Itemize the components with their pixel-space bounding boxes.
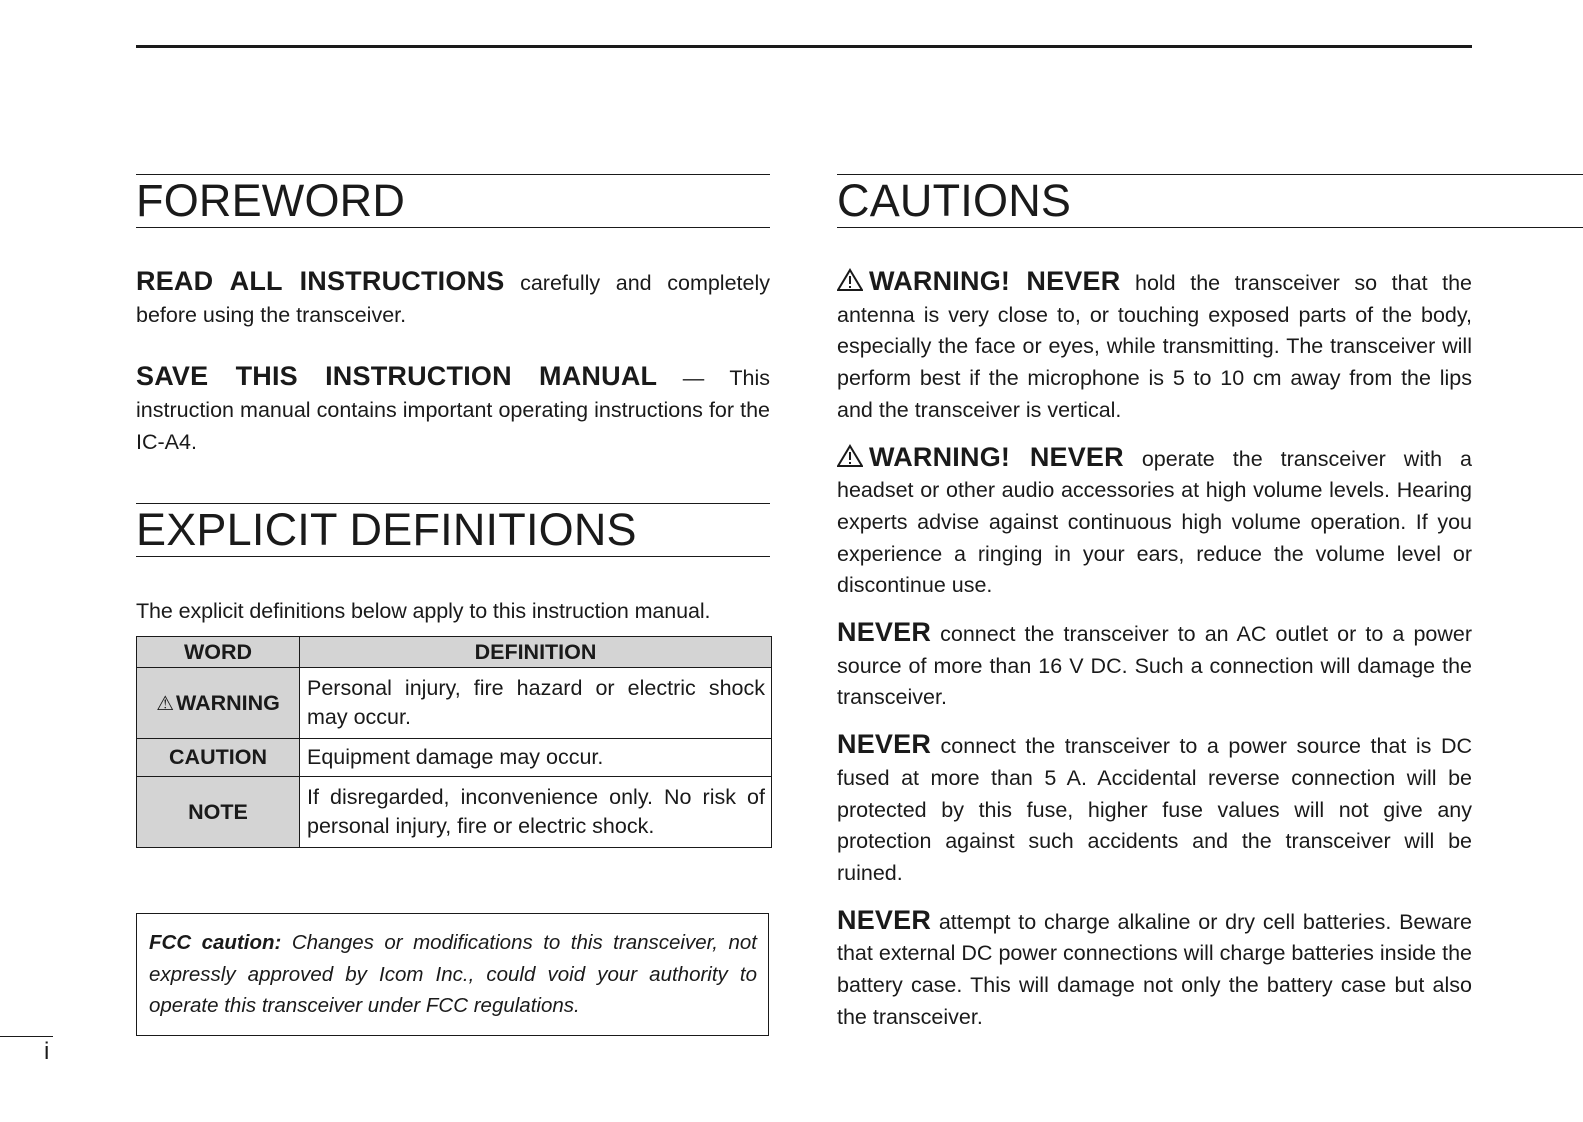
caution-lead: WARNING! NEVER [869, 441, 1124, 472]
page-number: i [44, 1038, 50, 1065]
cautions-heading: CAUTIONS [837, 174, 1583, 228]
page-number-rule [0, 1036, 53, 1037]
caution-item [837, 905, 1472, 1034]
right-column [837, 174, 1583, 1033]
warning-triangle-icon [837, 268, 863, 292]
caution-text: hold the transceiver so that the antenna is very close to, or touching exposed parts of the body, especially the face or eyes, while transmitting. The transceiver will perform best if the microphone is 5 to 10 cm away from the lips and the transceiver is vertical. [837, 271, 1473, 422]
left-column [136, 174, 770, 848]
caution-item [837, 266, 1472, 427]
table-row [137, 739, 772, 777]
save-lead: SAVE THIS INSTRUCTION MANUAL [136, 361, 658, 392]
table-row [137, 668, 772, 739]
caution-lead: NEVER [837, 617, 932, 648]
definition-cell: If disregarded, inconvenience only. No risk of personal injury, fire or electric shock. [300, 777, 772, 848]
top-rule [136, 45, 1472, 48]
fcc-caution-box [136, 913, 769, 1036]
caution-lead: NEVER [837, 904, 932, 935]
definitions-table [136, 636, 772, 848]
word-cell: CAUTION [137, 739, 300, 777]
header-definition: DEFINITION [300, 637, 772, 668]
word-label: WARNING [176, 690, 280, 715]
caution-item [837, 729, 1472, 890]
table-header-row [137, 637, 772, 668]
read-all-instructions-paragraph [136, 266, 770, 331]
caution-text: operate the transceiver with a headset or other audio accessories at high volume levels. Hearing experts advise against continuous high volume operation. If you experience a ringing in your ears, reduce the volume level or discontinue use. [837, 446, 1473, 598]
caution-lead: NEVER [837, 729, 932, 760]
caution-item [837, 617, 1472, 714]
definition-cell: Personal injury, fire hazard or electric shock may occur. [300, 668, 772, 739]
header-word: WORD [137, 637, 300, 668]
caution-text: connect the transceiver to an AC outlet or to a power source of more than 16 V DC. Such a connection will damage the transceiver. [837, 622, 1472, 710]
table-row [137, 777, 772, 848]
fcc-text: Changes or modifications to this transceiver, not expressly approved by Icom Inc., could void your authority to operate this transceiver under FCC regulations. [149, 931, 757, 1018]
fcc-label: FCC caution: [149, 931, 282, 954]
foreword-heading: FOREWORD [136, 174, 770, 228]
explicit-definitions-heading: EXPLICIT DEFINITIONS [136, 503, 770, 557]
caution-lead: WARNING! NEVER [869, 266, 1121, 296]
definition-cell: Equipment damage may occur. [300, 739, 772, 777]
caution-text: attempt to charge alkaline or dry cell batteries. Beware that external DC power connections will charge batteries inside the battery case. This will damage not only the battery case but also the transceiver. [837, 909, 1472, 1029]
caution-item [837, 442, 1472, 603]
word-cell: NOTE [137, 777, 300, 848]
read-lead: READ ALL INSTRUCTIONS [136, 266, 505, 296]
explicit-definitions-intro: The explicit definitions below apply to this instruction manual. [136, 598, 711, 623]
caution-text: connect the transceiver to a power source that is DC fused at more than 5 A. Accidental reverse connection will be protected by this fuse, higher fuse values will not give any protection against such accidents and the transceiver will be ruined. [837, 734, 1472, 885]
warning-triangle-icon [837, 444, 863, 468]
read-text: carefully and completely before using the transceiver. [136, 271, 771, 327]
save-manual-paragraph [136, 361, 770, 458]
save-text: — This instruction manual contains important operating instructions for the IC-A4. [136, 366, 770, 454]
word-cell [137, 668, 300, 739]
warning-triangle-icon: ⚠ [156, 692, 174, 715]
